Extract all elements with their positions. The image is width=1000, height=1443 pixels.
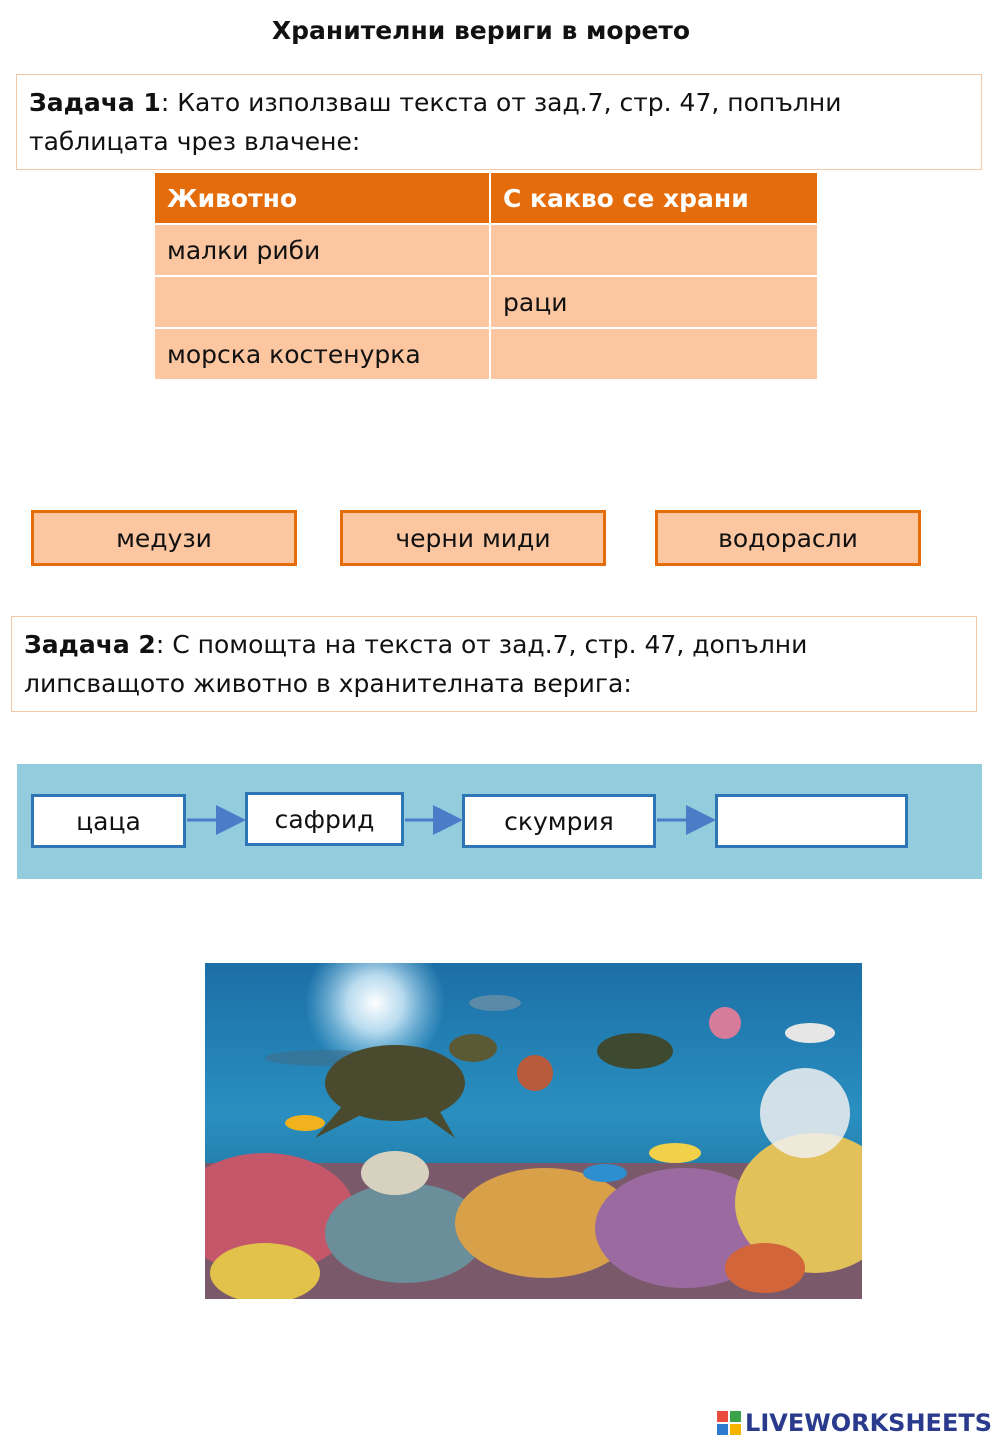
- drag-word-black-mussels[interactable]: черни миди: [340, 510, 606, 566]
- chain-item: скумрия: [462, 794, 656, 848]
- page-title: Хранителни вериги в морето: [271, 16, 691, 45]
- brand-logo: [717, 1409, 992, 1437]
- column-header-food: С какво се храни: [490, 172, 818, 224]
- brand-name: LIVEWORKSHEETS: [745, 1409, 992, 1437]
- task1-label: Задача 1: [29, 88, 161, 117]
- cell-animal: морска костенурка: [154, 328, 490, 380]
- chain-item: сафрид: [245, 792, 404, 846]
- cell-food: раци: [490, 276, 818, 328]
- liveworksheets-logo-icon: [717, 1411, 741, 1435]
- underwater-reef-image: [205, 963, 862, 1299]
- drag-word-algae[interactable]: водорасли: [655, 510, 921, 566]
- task2-text: : С помощта на текста от зад.7, стр. 47, допълни липсващото животно в хранителната верига:: [24, 630, 808, 698]
- drag-word-medusae[interactable]: медузи: [31, 510, 297, 566]
- column-header-animal: Животно: [154, 172, 490, 224]
- task2-label: Задача 2: [24, 630, 156, 659]
- task1-text: : Като използваш текста от зад.7, стр. 47, попълни таблицата чрез влачене:: [29, 88, 842, 156]
- cell-animal: малки риби: [154, 224, 490, 276]
- chain-item: цаца: [31, 794, 186, 848]
